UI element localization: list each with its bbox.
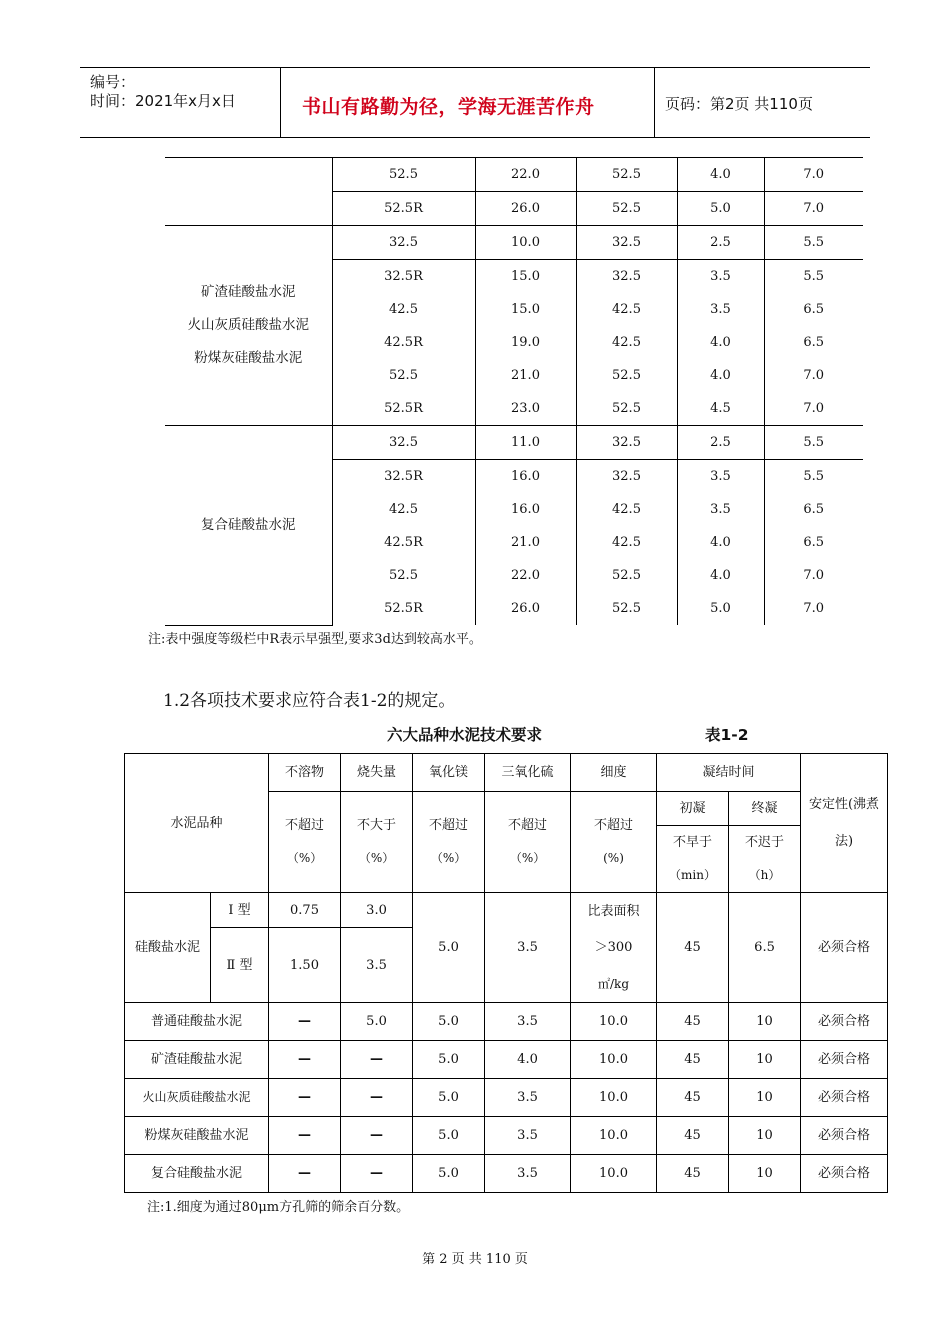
cell-mgo: 5.0	[413, 1079, 485, 1117]
portland-initial: 45	[657, 893, 729, 1003]
cement-type-cell	[165, 158, 332, 226]
cell-insoluble: —	[269, 1155, 341, 1193]
cell-fineness: 10.0	[571, 1041, 657, 1079]
value-cell: 3.5	[677, 460, 764, 494]
value-cell: 19.0	[475, 326, 576, 359]
header-variety: 水泥品种	[125, 754, 269, 893]
strength-table	[165, 157, 863, 626]
value-cell: 4.0	[677, 526, 764, 559]
value-cell: 6.5	[764, 326, 863, 359]
header-setting-time: 凝结时间	[657, 754, 801, 792]
cell-loss: —	[341, 1117, 413, 1155]
cement-type-cell	[165, 426, 332, 626]
table-row	[165, 158, 863, 192]
portland-type1-loss: 3.0	[341, 893, 413, 928]
page-label: 页码：第2页 共110页	[665, 95, 813, 113]
value-cell: 42.5	[576, 326, 677, 359]
table2-note: 注:1.细度为通过80μm方孔筛的筛余百分数。	[147, 1200, 410, 1215]
portland-type1: Ⅰ 型	[211, 893, 269, 928]
value-cell: 3.5	[677, 260, 764, 294]
value-cell: 52.5	[576, 392, 677, 426]
header-initial-set: 初凝	[657, 792, 729, 826]
value-cell: 7.0	[764, 359, 863, 392]
portland-so3: 3.5	[485, 893, 571, 1003]
cell-so3: 3.5	[485, 1079, 571, 1117]
header-initial-limit	[657, 826, 729, 893]
portland-type2-insoluble: 1.50	[269, 928, 341, 1003]
limit-text: 不超过	[508, 818, 548, 833]
portland-type2: Ⅱ 型	[211, 928, 269, 1003]
value-cell: 5.5	[764, 226, 863, 260]
cell-soundness: 必须合格	[801, 1041, 888, 1079]
table-row	[125, 1117, 888, 1155]
value-cell: 3.5	[677, 493, 764, 526]
cement-type-name: 粉煤灰硅酸盐水泥	[194, 350, 303, 366]
cement-variety: 复合硅酸盐水泥	[125, 1155, 269, 1193]
value-cell: 52.5	[576, 192, 677, 226]
value-cell: 42.5	[576, 526, 677, 559]
value-cell: 4.0	[677, 326, 764, 359]
value-cell: 2.5	[677, 426, 764, 460]
cell-final: 10	[729, 1117, 801, 1155]
serial-label: 编号：	[90, 73, 136, 91]
header-so3: 三氧化硫	[485, 754, 571, 792]
value-cell: 21.0	[475, 359, 576, 392]
header-final-limit	[729, 826, 801, 893]
cell-soundness: 必须合格	[801, 1155, 888, 1193]
value-cell: 42.5	[576, 293, 677, 326]
cement-variety: 粉煤灰硅酸盐水泥	[125, 1117, 269, 1155]
cell-so3: 3.5	[485, 1155, 571, 1193]
table-row	[125, 1003, 888, 1041]
cell-loss: —	[341, 1041, 413, 1079]
cement-type-name: 复合硅酸盐水泥	[201, 516, 296, 533]
value-cell: 52.5R	[332, 592, 475, 625]
value-cell: 15.0	[475, 260, 576, 294]
value-cell: 6.5	[764, 293, 863, 326]
cement-variety: 矿渣硅酸盐水泥	[125, 1041, 269, 1079]
value-cell: 7.0	[764, 559, 863, 592]
header-divider	[654, 68, 655, 137]
cement-type-cell	[165, 226, 332, 426]
cell-soundness: 必须合格	[801, 1117, 888, 1155]
cell-final: 10	[729, 1041, 801, 1079]
cell-final: 10	[729, 1155, 801, 1193]
cell-loss: —	[341, 1079, 413, 1117]
value-cell: 32.5	[332, 226, 475, 260]
value-cell: 32.5	[332, 426, 475, 460]
value-cell: 32.5R	[332, 460, 475, 494]
value-cell: 3.5	[677, 293, 764, 326]
cell-soundness: 必须合格	[801, 1003, 888, 1041]
header-mgo-limit	[413, 792, 485, 893]
fineness-line: ㎡/kg	[598, 976, 630, 991]
cell-initial: 45	[657, 1041, 729, 1079]
page-header	[80, 67, 870, 138]
fineness-line: ＞300	[594, 939, 633, 955]
value-cell: 7.0	[764, 158, 863, 192]
value-cell: 42.5	[332, 493, 475, 526]
table-row	[125, 1155, 888, 1193]
value-cell: 2.5	[677, 226, 764, 260]
cell-initial: 45	[657, 1155, 729, 1193]
table-row	[125, 1079, 888, 1117]
unit-text: (%)	[603, 851, 624, 865]
header-fineness-limit	[571, 792, 657, 893]
value-cell: 52.5	[332, 359, 475, 392]
portland-soundness: 必须合格	[801, 893, 888, 1003]
value-cell: 52.5	[576, 559, 677, 592]
cell-initial: 45	[657, 1003, 729, 1041]
value-cell: 26.0	[475, 192, 576, 226]
portland-name	[125, 893, 211, 1003]
header-insoluble: 不溶物	[269, 754, 341, 792]
header-divider	[280, 68, 281, 137]
limit-text: 不超过	[285, 818, 325, 833]
cell-initial: 45	[657, 1079, 729, 1117]
header-soundness-text: 安定性(沸煮法)	[808, 797, 880, 849]
value-cell: 32.5	[576, 460, 677, 494]
value-cell: 52.5	[576, 592, 677, 625]
value-cell: 6.5	[764, 526, 863, 559]
value-cell: 10.0	[475, 226, 576, 260]
value-cell: 42.5	[576, 493, 677, 526]
value-cell: 52.5	[576, 359, 677, 392]
value-cell: 4.5	[677, 392, 764, 426]
cell-loss: 5.0	[341, 1003, 413, 1041]
value-cell: 4.0	[677, 359, 764, 392]
table-row	[165, 426, 863, 460]
header-loss: 烧失量	[341, 754, 413, 792]
value-cell: 7.0	[764, 192, 863, 226]
value-cell: 11.0	[475, 426, 576, 460]
motto: 书山有路勤为径，学海无涯苦作舟	[302, 96, 595, 118]
value-cell: 22.0	[475, 158, 576, 192]
cell-insoluble: —	[269, 1117, 341, 1155]
value-cell: 52.5R	[332, 192, 475, 226]
value-cell: 42.5	[332, 293, 475, 326]
value-cell: 15.0	[475, 293, 576, 326]
cell-mgo: 5.0	[413, 1117, 485, 1155]
value-cell: 4.0	[677, 559, 764, 592]
cell-fineness: 10.0	[571, 1155, 657, 1193]
value-cell: 16.0	[475, 493, 576, 526]
cement-type-name: 矿渣硅酸盐水泥	[201, 284, 296, 300]
value-cell: 52.5	[332, 158, 475, 192]
table-row	[165, 226, 863, 260]
unit-text: （h）	[748, 868, 781, 882]
header-insoluble-limit	[269, 792, 341, 893]
cell-initial: 45	[657, 1117, 729, 1155]
value-cell: 5.0	[677, 192, 764, 226]
portland-fineness	[571, 893, 657, 1003]
cell-fineness: 10.0	[571, 1117, 657, 1155]
value-cell: 42.5R	[332, 326, 475, 359]
table2-title: 六大品种水泥技术要求	[387, 726, 543, 744]
cell-so3: 3.5	[485, 1003, 571, 1041]
header-soundness	[801, 754, 888, 893]
cell-loss: —	[341, 1155, 413, 1193]
portland-name-text: 硅酸盐水泥	[135, 940, 201, 955]
value-cell: 42.5R	[332, 526, 475, 559]
cell-soundness: 必须合格	[801, 1079, 888, 1117]
value-cell: 6.5	[764, 493, 863, 526]
cell-fineness: 10.0	[571, 1003, 657, 1041]
fineness-line: 比表面积	[587, 903, 640, 919]
header-final-set: 终凝	[729, 792, 801, 826]
unit-text: （%）	[358, 851, 395, 865]
value-cell: 26.0	[475, 592, 576, 625]
table-row	[125, 1041, 888, 1079]
cell-mgo: 5.0	[413, 1041, 485, 1079]
value-cell: 7.0	[764, 392, 863, 426]
limit-text: 不超过	[429, 818, 469, 833]
value-cell: 5.5	[764, 460, 863, 494]
value-cell: 32.5	[576, 226, 677, 260]
value-cell: 32.5	[576, 426, 677, 460]
value-cell: 16.0	[475, 460, 576, 494]
value-cell: 52.5R	[332, 392, 475, 426]
value-cell: 5.5	[764, 426, 863, 460]
value-cell: 5.5	[764, 260, 863, 294]
value-cell: 21.0	[475, 526, 576, 559]
cement-variety: 普通硅酸盐水泥	[125, 1003, 269, 1041]
unit-text: （%）	[286, 851, 323, 865]
unit-text: （%）	[430, 851, 467, 865]
portland-mgo: 5.0	[413, 893, 485, 1003]
value-cell: 5.0	[677, 592, 764, 625]
value-cell: 4.0	[677, 158, 764, 192]
cement-type-name: 火山灰质硅酸盐水泥	[187, 317, 309, 333]
table2-number: 表1-2	[705, 726, 749, 744]
page-footer: 第 2 页 共 110 页	[422, 1252, 528, 1267]
time-label: 时间：2021年x月x日	[90, 92, 236, 110]
table1-note: 注:表中强度等级栏中R表示早强型,要求3d达到较高水平。	[148, 632, 482, 647]
value-cell: 32.5R	[332, 260, 475, 294]
value-cell: 52.5	[576, 158, 677, 192]
cell-insoluble: —	[269, 1041, 341, 1079]
unit-text: （min）	[669, 868, 716, 882]
value-cell: 7.0	[764, 592, 863, 625]
portland-final: 6.5	[729, 893, 801, 1003]
limit-text: 不迟于	[745, 835, 785, 850]
cell-mgo: 5.0	[413, 1003, 485, 1041]
limit-text: 不早于	[673, 835, 713, 850]
cell-final: 10	[729, 1079, 801, 1117]
technical-requirements-table	[124, 753, 888, 1193]
header-mgo: 氧化镁	[413, 754, 485, 792]
unit-text: （%）	[509, 851, 546, 865]
value-cell: 32.5	[576, 260, 677, 294]
header-so3-limit	[485, 792, 571, 893]
cell-insoluble: —	[269, 1079, 341, 1117]
cell-so3: 4.0	[485, 1041, 571, 1079]
header-fineness: 细度	[571, 754, 657, 792]
cell-mgo: 5.0	[413, 1155, 485, 1193]
value-cell: 23.0	[475, 392, 576, 426]
cell-fineness: 10.0	[571, 1079, 657, 1117]
portland-type1-insoluble: 0.75	[269, 893, 341, 928]
header-loss-limit	[341, 792, 413, 893]
limit-text: 不超过	[594, 818, 634, 833]
cell-so3: 3.5	[485, 1117, 571, 1155]
value-cell: 52.5	[332, 559, 475, 592]
cell-insoluble: —	[269, 1003, 341, 1041]
limit-text: 不大于	[357, 818, 397, 833]
cell-final: 10	[729, 1003, 801, 1041]
section-heading: 1.2各项技术要求应符合表1-2的规定。	[163, 691, 456, 711]
value-cell: 22.0	[475, 559, 576, 592]
cement-variety: 火山灰质硅酸盐水泥	[125, 1079, 269, 1117]
portland-type2-loss: 3.5	[341, 928, 413, 1003]
